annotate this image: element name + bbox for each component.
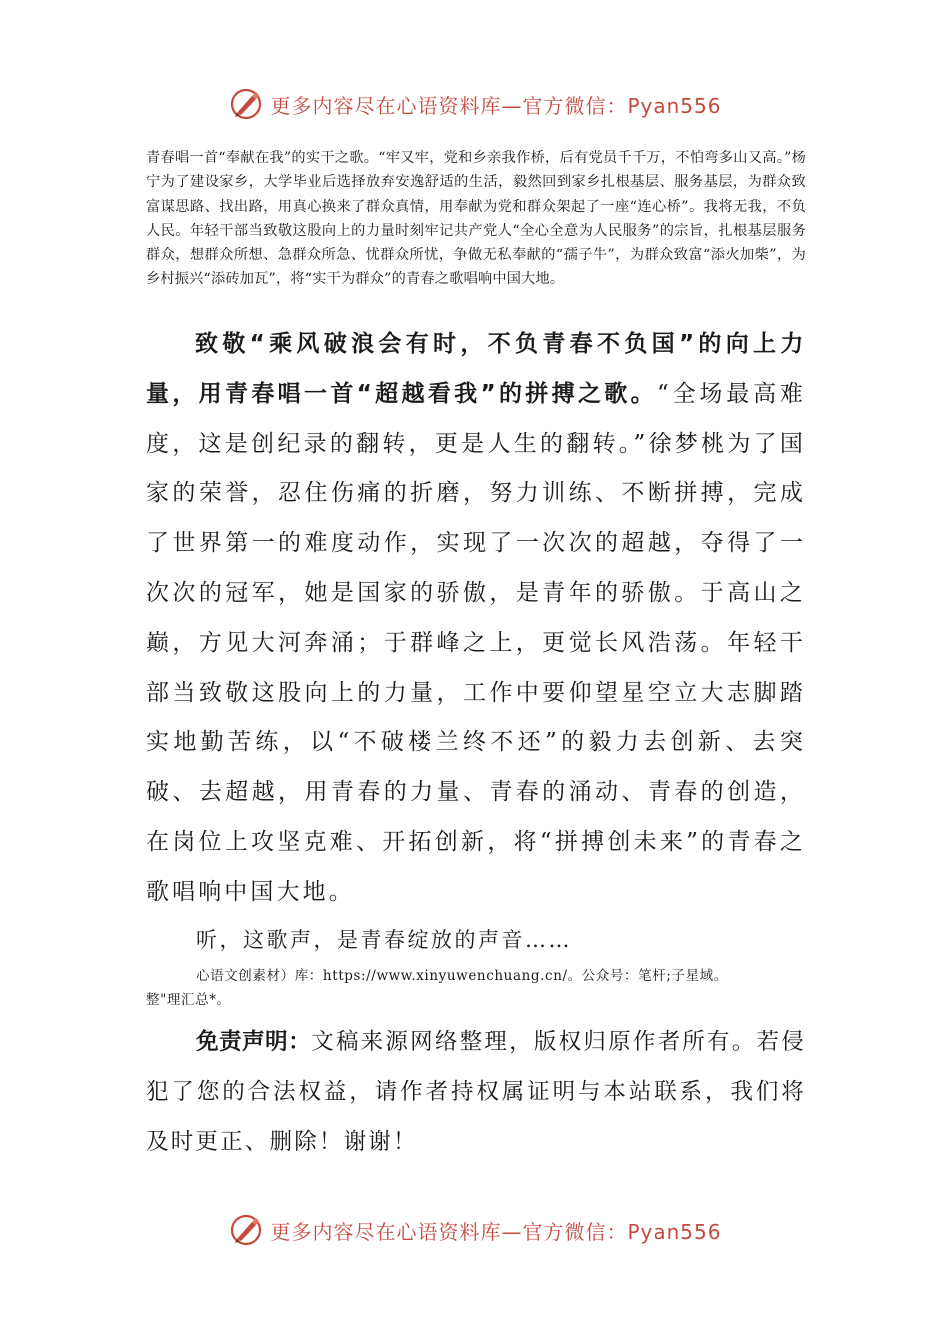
header-banner [0, 84, 950, 124]
source-note [146, 964, 806, 1012]
disclaimer [146, 1018, 806, 1167]
closing-line: 听，这歌声，是青春绽放的声音…… [196, 928, 572, 952]
header-banner-text: 更多内容尽在心语资料库—官方微信：Pyan556 [270, 93, 722, 118]
main-paragraph-body: “全场最高难度，这是创纪录的翻转，更是人生的翻转。”徐梦桃为了国家的荣誉，忍住伤痛的折磨，努力训练、不断拼搏，完成了世界第一的难度动作，实现了一次次的超越，夺得了一次次的冠军，她是国家的骄傲，是青年的骄傲。于高山之巅，方见大河奔涌；于群峰之上，更觉长风浩荡。年轻干部当致敬这股向上的力量，工作中要仰望星空立大志脚踏实地勤苦练，以“不破楼兰终不还”的毅力去创新、去突破、去超越，用青春的力量、青春的涌动、青春的创造，在岗位上攻坚克难、开拓创新，将“拼搏创未来”的青春之歌唱响中国大地。 [146, 380, 807, 905]
pen-logo-icon [228, 86, 264, 122]
intro-paragraph: 青春唱一首“奉献在我”的实干之歌。“牢又牢，党和乡亲我作桥，后有党员千千万，不怕弯多山又高。”杨宁为了建设家乡，大学毕业后选择放弃安逸舒适的生活，毅然回到家乡扎根基层、服务基层，为群众致富谋思路、找出路，用真心换来了群众真情，用奉献为党和群众架起了一座“连心桥”。我将无我，不负人民。年轻干部当致敬这股向上的力量时刻牢记共产党人“全心全意为人民服务”的宗旨，扎根基层服务群众，想群众所想、急群众所急、忧群众所忧，争做无私奉献的“孺子牛”，为群众致富“添火加柴”，为乡村振兴“添砖加瓦”，将“实干为群众”的青春之歌唱响中国大地。 [146, 150, 806, 288]
footer-banner-text: 更多内容尽在心语资料库—官方微信：Pyan556 [270, 1219, 722, 1244]
main-paragraph-bold-lead: 致敬“乘风破浪会有时，不负青春不负国”的向上力量，用青春唱一首“超越看我”的拼搏之歌。 [146, 331, 806, 407]
footer-banner [0, 1210, 950, 1250]
disclaimer-text: 文稿来源网络整理，版权归原作者所有。若侵犯了您的合法权益，请作者持权属证明与本站联系，我们将及时更正、删除！谢谢！ [146, 1029, 806, 1155]
disclaimer-label: 免责声明： [196, 1029, 312, 1055]
source-note-line1: 心语文创素材）库：https://www.xinyuwenchuang.cn/。公众号：笔杆;子星域。 [196, 968, 728, 984]
pen-logo-icon [228, 1212, 264, 1248]
source-note-line2: 整"理汇总*。 [146, 992, 231, 1008]
main-paragraph [146, 320, 806, 918]
